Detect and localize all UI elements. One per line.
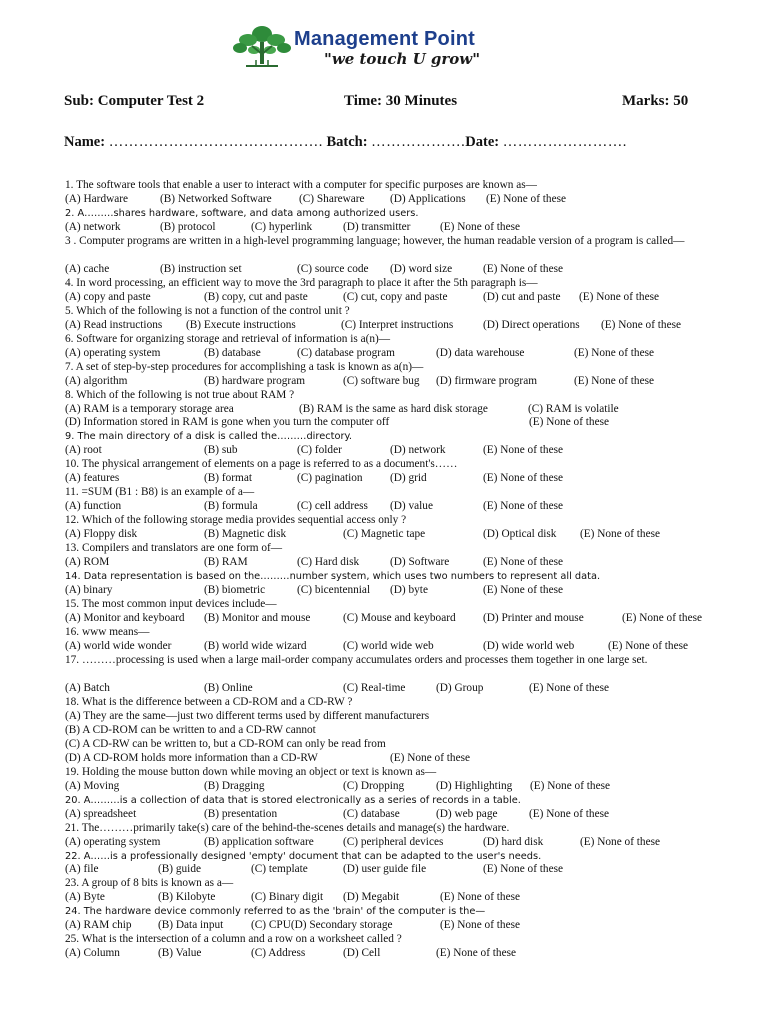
options-row (65, 640, 705, 654)
options-row (65, 319, 705, 333)
question-text: 25. What is the intersection of a column and a row on a worksheet called ? (65, 933, 402, 946)
question-text: 21. The………primarily take(s) care of the behind-the-scenes details and manage(s) the hardware. (65, 821, 510, 834)
option: (E) None of these (440, 220, 520, 233)
option: (C) Binary digit (251, 891, 324, 904)
options-row (65, 947, 705, 961)
options-row (65, 682, 705, 696)
option: (C) Interpret instructions (341, 318, 454, 331)
option: (B) Dragging (204, 779, 265, 792)
option: (A) copy and paste (65, 290, 151, 303)
options-row (65, 375, 705, 389)
option: (D) grid (390, 472, 427, 485)
option: (E) None of these (529, 681, 609, 694)
option: (E) None of these (440, 919, 520, 932)
options-row (65, 221, 705, 235)
option: (B) Magnetic disk (204, 528, 287, 541)
time-label: Time: 30 Minutes (344, 93, 458, 109)
options-row (65, 752, 705, 766)
option: (A) RAM chip (65, 919, 132, 932)
option: (D) data warehouse (436, 346, 525, 359)
question-text: 23. A group of 8 bits is known as a— (65, 877, 234, 890)
question-text: 22. A……is a professionally designed 'empty' document that can be adapted to the user's needs. (65, 850, 542, 862)
option: (A) RAM is a temporary storage area (65, 402, 234, 415)
option: (D) wide world web (483, 639, 575, 652)
option: (D) Megabit (343, 891, 400, 904)
batch-label: Batch: (326, 134, 368, 150)
option: (A) Column (65, 947, 120, 960)
option: (A) function (65, 500, 122, 513)
option: (C) Shareware (299, 192, 365, 205)
option: (E) None of these (436, 947, 516, 960)
option: (B) RAM is the same as hard disk storage (299, 402, 488, 415)
option: (A) world wide wonder (65, 639, 172, 652)
option: (D) network (390, 444, 446, 457)
option: (A) features (65, 472, 120, 485)
option: (B) copy, cut and paste (204, 290, 308, 303)
option: (E) None of these (483, 472, 563, 485)
date-field: ……………………. (502, 134, 627, 150)
marks-label: Marks: 50 (622, 93, 689, 109)
question-text: 6. Software for organizing storage and retrieval of information is a(n)— (65, 332, 391, 345)
option: (D) user guide file (343, 863, 427, 876)
question-text: 13. Compilers and translators are one form of— (65, 542, 283, 555)
options-row (65, 836, 705, 850)
option: (A) spreadsheet (65, 807, 137, 820)
option: (C) A CD-RW can be written to, but a CD-ROM can only be read from (65, 737, 386, 750)
option: (A) Batch (65, 681, 110, 694)
option: (E) None of these (579, 290, 659, 303)
option: (C) RAM is volatile (528, 402, 619, 415)
brand-name: Management Point (294, 28, 475, 50)
option: (E) None of these (580, 835, 660, 848)
question-text: 19. Holding the mouse button down while moving an object or text is known as— (65, 765, 437, 778)
tree-logo-icon (232, 20, 292, 72)
option: (A) Monitor and keyboard (65, 612, 185, 625)
options-row (65, 263, 705, 277)
option: (C) Dropping (343, 779, 405, 792)
option: (E) None of these (529, 416, 609, 429)
question-text: 1. The software tools that enable a user to interact with a computer for specific purposes are known as— (65, 179, 537, 191)
option: (D) firmware program (436, 374, 537, 387)
options-row (65, 472, 705, 486)
option: (D) Optical disk (483, 528, 557, 541)
option: (A) root (65, 444, 102, 457)
option: (E) None of these (622, 612, 702, 625)
option: (B) Networked Software (160, 192, 272, 205)
option: (E) None of these (483, 556, 563, 569)
options-row (65, 193, 705, 207)
question-text: 11. =SUM (B1 : B8) is an example of a— (65, 486, 255, 499)
option: (A) Moving (65, 779, 120, 792)
name-field: ……………………………………. (108, 134, 323, 150)
question-text: 17. ………processing is used when a large mail-order company accumulates orders and processes them together in one large set. (65, 653, 648, 666)
option: (A) Read instructions (65, 318, 163, 331)
option: (E) None of these (483, 584, 563, 597)
question-text: 4. In word processing, an efficient way to move the 3rd paragraph to place it after the 5th paragraph is— (65, 276, 538, 289)
option: (B) Execute instructions (186, 318, 296, 331)
option: (D) Software (390, 556, 450, 569)
brand-tagline: "we touch U grow" (324, 50, 481, 68)
options-row (65, 891, 705, 905)
option: (B) application software (204, 835, 314, 848)
option: (C) peripheral devices (343, 835, 444, 848)
option: (B) Monitor and mouse (204, 612, 311, 625)
option: (C) cut, copy and paste (343, 290, 448, 303)
option: (E) None of these (574, 346, 654, 359)
question-list (65, 179, 705, 961)
option: (E) None of these (483, 444, 563, 457)
option: (E) None of these (440, 891, 520, 904)
option: (C) source code (297, 262, 369, 275)
option: (C) Real-time (343, 681, 406, 694)
question-text: 10. The physical arrangement of elements on a page is referred to as a document's…… (65, 458, 458, 471)
option: (B) presentation (204, 807, 278, 820)
option: (A) Byte (65, 891, 105, 904)
options-row (65, 416, 705, 430)
question-text: 3 . Computer programs are written in a high-level programming language; however, the human readable version of a program is called— (65, 234, 685, 247)
option: (D) A CD-ROM holds more information than a CD-RW (65, 751, 318, 764)
option: (B) biometric (204, 584, 266, 597)
option: (E) None of these (601, 318, 681, 331)
option: (D) Applications (390, 192, 466, 205)
question-text: 7. A set of step-by-step procedures for accomplishing a task is known as a(n)— (65, 360, 424, 373)
option: (B) A CD-ROM can be written to and a CD-RW cannot (65, 723, 316, 736)
question-text: 8. Which of the following is not true about RAM ? (65, 388, 295, 401)
options-row (65, 863, 705, 877)
option: (D) Information stored in RAM is gone when you turn the computer off (65, 416, 390, 429)
options-row (65, 291, 705, 305)
option: (A) cache (65, 262, 110, 275)
option: (A) ROM (65, 556, 110, 569)
options-row (65, 444, 705, 458)
options-row (65, 500, 705, 514)
name-label: Name: (64, 134, 106, 150)
options-row (65, 780, 705, 794)
option: (D) Printer and mouse (483, 612, 584, 625)
option: (A) network (65, 220, 121, 233)
option: (D) cut and paste (483, 290, 561, 303)
option: (D) value (390, 500, 433, 513)
option: (B) format (204, 472, 252, 485)
option: (B) protocol (160, 220, 216, 233)
option: (A) binary (65, 584, 113, 597)
question-text: 20. A………is a collection of data that is stored electronically as a series of records in a table. (65, 794, 521, 806)
question-text: 9. The main directory of a disk is called the………directory. (65, 431, 352, 443)
logo (232, 20, 532, 72)
option: (E) None of these (580, 528, 660, 541)
options-row (65, 584, 705, 598)
option: (D) word size (390, 262, 453, 275)
question-text: 16. www means— (65, 626, 150, 638)
option: (C) Hard disk (297, 556, 360, 569)
option: (A) Hardware (65, 192, 129, 205)
option: (A) Floppy disk (65, 528, 138, 541)
option: (C) folder (297, 444, 342, 457)
options-row (65, 403, 705, 417)
option: (C) bicentennial (297, 584, 371, 597)
option: (A) file (65, 863, 99, 876)
option: (B) guide (158, 863, 201, 876)
option: (D) Direct operations (483, 318, 580, 331)
option: (D) transmitter (343, 220, 411, 233)
option: (E) None of these (574, 374, 654, 387)
option: (B) RAM (204, 556, 248, 569)
option: (E) None of these (530, 779, 610, 792)
date-label: Date: (465, 134, 500, 150)
option: (B) formula (204, 500, 258, 513)
option: (C) Mouse and keyboard (343, 612, 456, 625)
option: (C) cell address (297, 500, 368, 513)
options-row (65, 347, 705, 361)
option: (B) Value (158, 947, 202, 960)
options-row (65, 556, 705, 570)
option: (D) Highlighting (436, 779, 513, 792)
option: (B) world wide wizard (204, 639, 307, 652)
student-info-row (64, 134, 627, 151)
option: (C) database (343, 807, 400, 820)
question-text: 24. The hardware device commonly referred to as the 'brain' of the computer is the— (65, 906, 486, 918)
option: (D) byte (390, 584, 428, 597)
question-text: 12. Which of the following storage media provides sequential access only ? (65, 514, 407, 527)
question-text: 18. What is the difference between a CD-ROM and a CD-RW ? (65, 695, 353, 708)
option: (C) template (251, 863, 308, 876)
options-row (65, 528, 705, 542)
option: (A) algorithm (65, 374, 128, 387)
option: (A) They are the same—just two different terms used by different manufacturers (65, 709, 430, 722)
option: (C) Magnetic tape (343, 528, 426, 541)
options-row (65, 808, 705, 822)
options-row (65, 612, 705, 626)
option: (C) world wide web (343, 639, 434, 652)
option: (C) database program (297, 346, 395, 359)
option: (B) Data input (158, 919, 224, 932)
option: (E) None of these (608, 639, 688, 652)
option: (D) web page (436, 807, 498, 820)
subject-label: Sub: Computer Test 2 (64, 93, 205, 109)
option: (C) software bug (343, 374, 420, 387)
option: (E) None of these (483, 262, 563, 275)
question-text: 2. A………shares hardware, software, and data among authorized users. (65, 207, 419, 219)
option: (B) database (204, 346, 261, 359)
option: (C) hyperlink (251, 220, 313, 233)
option: (A) operating system (65, 346, 161, 359)
option: (B) sub (204, 444, 238, 457)
option: (B) instruction set (160, 262, 242, 275)
option: (E) None of these (486, 192, 566, 205)
option: (C) Address (251, 947, 306, 960)
option: (D) hard disk (483, 835, 544, 848)
options-row (65, 919, 705, 933)
option: (E) None of these (529, 807, 609, 820)
option: (E) None of these (483, 500, 563, 513)
option: (D) Group (436, 681, 484, 694)
question-text: 15. The most common input devices include— (65, 598, 277, 611)
option: (A) operating system (65, 835, 161, 848)
option: (B) Kilobyte (158, 891, 216, 904)
option: (B) Online (204, 681, 253, 694)
option: (E) None of these (390, 751, 470, 764)
option: (B) hardware program (204, 374, 305, 387)
question-text: 5. Which of the following is not a function of the control unit ? (65, 304, 350, 317)
question-text: 14. Data representation is based on the………number system, which uses two numbers to represent all data. (65, 571, 601, 583)
batch-field: ………………. (371, 134, 466, 150)
option: (D) Cell (343, 947, 381, 960)
option: (C) CPU(D) Secondary storage (251, 919, 393, 932)
option: (E) None of these (483, 863, 563, 876)
option: (C) pagination (297, 472, 363, 485)
